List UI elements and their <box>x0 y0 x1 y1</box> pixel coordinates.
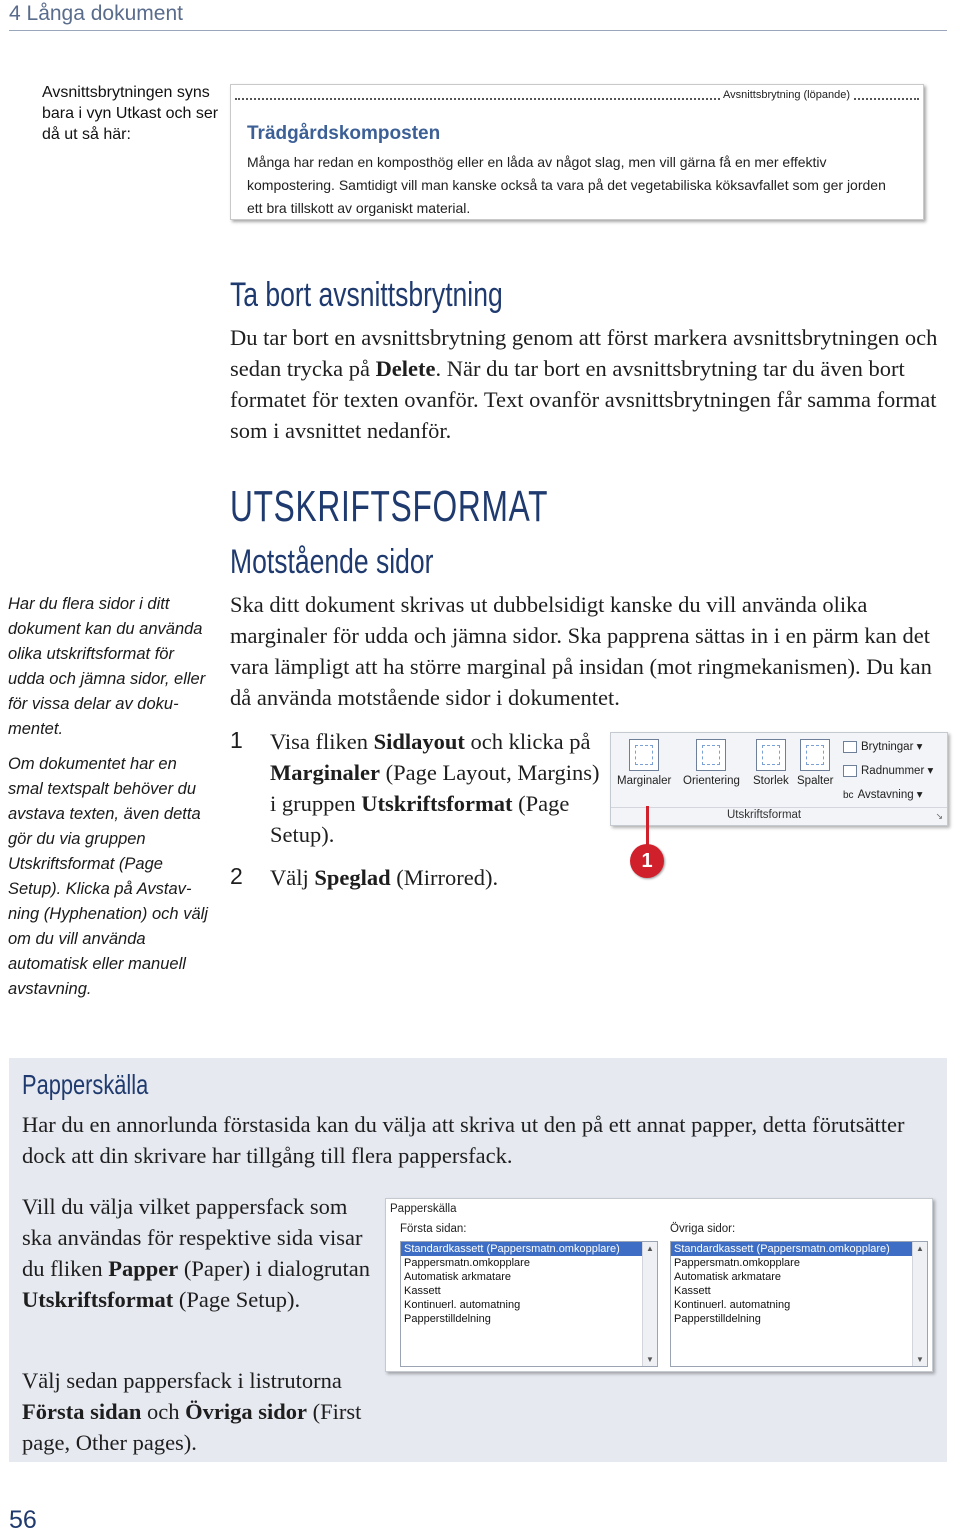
bold-utskriftsformat: Utskriftsformat <box>361 791 513 816</box>
list-item[interactable]: Kontinuerl. automatning <box>674 1299 791 1311</box>
first-page-list[interactable] <box>400 1241 658 1367</box>
scroll-up-icon[interactable]: ▲ <box>916 1244 924 1253</box>
hyphenation-button[interactable]: bc Avstavning ▾ <box>843 789 923 801</box>
step-number-1: 1 <box>230 727 243 753</box>
hyphenation-label: Avstavning <box>857 789 914 801</box>
size-button[interactable] <box>753 739 789 787</box>
text: och klicka på <box>464 729 591 754</box>
ribbon-group-label: Utskriftsformat <box>727 809 802 821</box>
bold-ovriga-sidor: Övriga sidor <box>185 1399 308 1424</box>
list-item[interactable]: Standardkassett (Pappersmatn.omkopplare) <box>671 1242 927 1256</box>
step-text-1 <box>270 726 600 850</box>
bold-sidlayout: Sidlayout <box>373 729 465 754</box>
margin-note-p2: Om dokumentet har en smal textspalt behöver du avstava texten, även detta gör du via gruppen Utskriftsformat (Page Setup). Klicka på Avstavning (Hyphenation) och välj om du vill använda automatisk eller manuell avstavning. <box>8 755 208 998</box>
size-icon <box>756 739 786 771</box>
side-note-draft-view: Avsnittsbrytningen syns bara i vyn Utkast och ser då ut så här: <box>42 84 219 143</box>
paper-source-dialog <box>385 1198 933 1372</box>
section-break-label: Avsnittsbrytning (löpande) <box>720 89 853 101</box>
text: (Page Setup). <box>270 791 570 847</box>
subheading-motstaende-sidor: Motstående sidor <box>230 543 434 581</box>
text: Visa fliken <box>270 729 374 754</box>
paragraph-ta-bort <box>230 322 950 446</box>
margins-label: Marginaler <box>617 775 672 787</box>
list-item[interactable]: Kassett <box>404 1285 441 1297</box>
text: . När du tar bort en avsnittsbrytning tar du även bort formatet för texten ovanför. Text ovanför avsnittsbrytningen får samma format som i avsnittet nedanför. <box>230 356 937 443</box>
ribbon-group-divider <box>611 807 947 808</box>
running-head: 4 Långa dokument <box>9 2 183 25</box>
line-numbers-icon <box>843 765 857 777</box>
screenshot-body-text: Många har redan en komposthög eller en låda av något slag, men vill gärna få en mer effektiv kompostering. Samtidigt vill man kanske också ta vara på det vegetabiliska köksavfallet som ger jorden ett bra tillskott av organiskt material. <box>247 154 886 216</box>
text: (First page, Other pages). <box>22 1399 362 1455</box>
size-label: Storlek <box>753 775 789 787</box>
list-item[interactable]: Pappersmatn.omkopplare <box>404 1257 530 1269</box>
text: Välj sedan pappersfack i listrutorna <box>22 1368 342 1393</box>
text: (Paper) i dialogrutan <box>178 1256 371 1281</box>
columns-label: Spalter <box>797 775 834 787</box>
text: och <box>141 1399 186 1424</box>
orientation-label: Orientering <box>683 775 740 787</box>
list-item[interactable]: Automatisk arkmatare <box>404 1271 511 1283</box>
list-item[interactable]: Papperstilldelning <box>404 1313 491 1325</box>
hyphenation-icon: bc <box>843 790 854 801</box>
breaks-label: Brytningar <box>861 741 914 753</box>
step-number-2: 2 <box>230 863 243 889</box>
list-item[interactable]: Papperstilldelning <box>674 1313 761 1325</box>
columns-button[interactable] <box>797 739 833 787</box>
list-item[interactable]: Automatisk arkmatare <box>674 1271 781 1283</box>
breaks-button[interactable]: Brytningar ▾ <box>843 739 922 753</box>
other-pages-list[interactable] <box>670 1241 928 1367</box>
list-item[interactable]: Kassett <box>674 1285 711 1297</box>
orientation-button[interactable] <box>683 739 740 787</box>
margin-note <box>8 592 213 1012</box>
scroll-down-icon[interactable]: ▼ <box>646 1355 654 1364</box>
scrollbar[interactable] <box>642 1242 657 1366</box>
bold-forsta-sidan: Första sidan <box>22 1399 142 1424</box>
orientation-icon <box>696 739 726 771</box>
first-page-label: Första sidan: <box>400 1223 467 1235</box>
text: (Page Layout, Margins) i gruppen <box>270 760 600 816</box>
heading-papperskalla: Papperskälla <box>22 1069 149 1100</box>
screenshot-heading: Trädgårdskomposten <box>247 123 441 144</box>
text: Du tar bort en avsnittsbrytning genom att först markera avsnittsbrytningen och sedan trycka på <box>230 325 938 381</box>
list-item[interactable]: Pappersmatn.omkopplare <box>674 1257 800 1269</box>
heading-ta-bort: Ta bort avsnittsbrytning <box>230 276 503 314</box>
heading-utskriftsformat: UTSKRIFTSFORMAT <box>230 482 549 531</box>
text: (Page Setup). <box>173 1287 301 1312</box>
breaks-icon <box>843 741 857 753</box>
header-rule <box>9 30 947 31</box>
paragraph-motstaende-sidor: Ska ditt dokument skrivas ut dubbelsidigt kanske du vill använda olika marginaler för udda och jämna sidor. Ska papprena sättas in i en pärm kan det vara lämpligt att ha större marginal på insidan (mot ringmekanismen). Du kan då använda motstående sidor i dokumentet. <box>230 592 932 710</box>
paragraph-papperskalla-3 <box>22 1365 372 1458</box>
other-pages-label: Övriga sidor: <box>670 1223 736 1235</box>
margins-icon <box>629 739 659 771</box>
bold-papper: Papper <box>108 1256 179 1281</box>
draft-view-screenshot <box>230 84 924 220</box>
text: Vill du välja vilket pappersfack som ska användas för respektive sida visar du fliken <box>22 1194 363 1281</box>
ribbon-page-setup-group <box>610 732 948 826</box>
bold-speglad: Speglad <box>314 865 391 890</box>
scrollbar[interactable] <box>912 1242 927 1366</box>
paragraph-papperskalla-2 <box>22 1191 372 1315</box>
dialog-section-title: Papperskälla <box>390 1203 457 1215</box>
bold-delete: Delete <box>375 356 436 381</box>
page-number: 56 <box>9 1506 37 1534</box>
list-item[interactable]: Kontinuerl. automatning <box>404 1299 521 1311</box>
scroll-down-icon[interactable]: ▼ <box>916 1355 924 1364</box>
margins-button[interactable] <box>617 739 671 787</box>
line-numbers-button[interactable]: Radnummer ▾ <box>843 763 933 777</box>
scroll-up-icon[interactable]: ▲ <box>646 1244 654 1253</box>
text: (Mirrored). <box>390 865 499 890</box>
list-item[interactable]: Standardkassett (Pappersmatn.omkopplare) <box>401 1242 657 1256</box>
step-text-2 <box>270 862 498 893</box>
line-numbers-label: Radnummer <box>861 765 925 777</box>
margin-note-p1: Har du flera sidor i ditt dokument kan du använda olika utskriftsformat för udda och jämna sidor, eller för vissa delar av dokumentet. <box>8 595 206 738</box>
bold-utskriftsformat: Utskriftsformat <box>22 1287 174 1312</box>
paragraph-papperskalla-1: Har du en annorlunda förstasida kan du välja att skriva ut den på ett annat papper, detta förutsätter dock att din skrivare har tillgång till flera pappersfack. <box>22 1112 905 1168</box>
dialog-launcher-icon[interactable]: ↘ <box>935 811 943 821</box>
text: Välj <box>270 865 315 890</box>
bold-marginaler: Marginaler <box>270 760 380 785</box>
callout-badge: 1 <box>630 844 664 878</box>
columns-icon <box>800 739 830 771</box>
